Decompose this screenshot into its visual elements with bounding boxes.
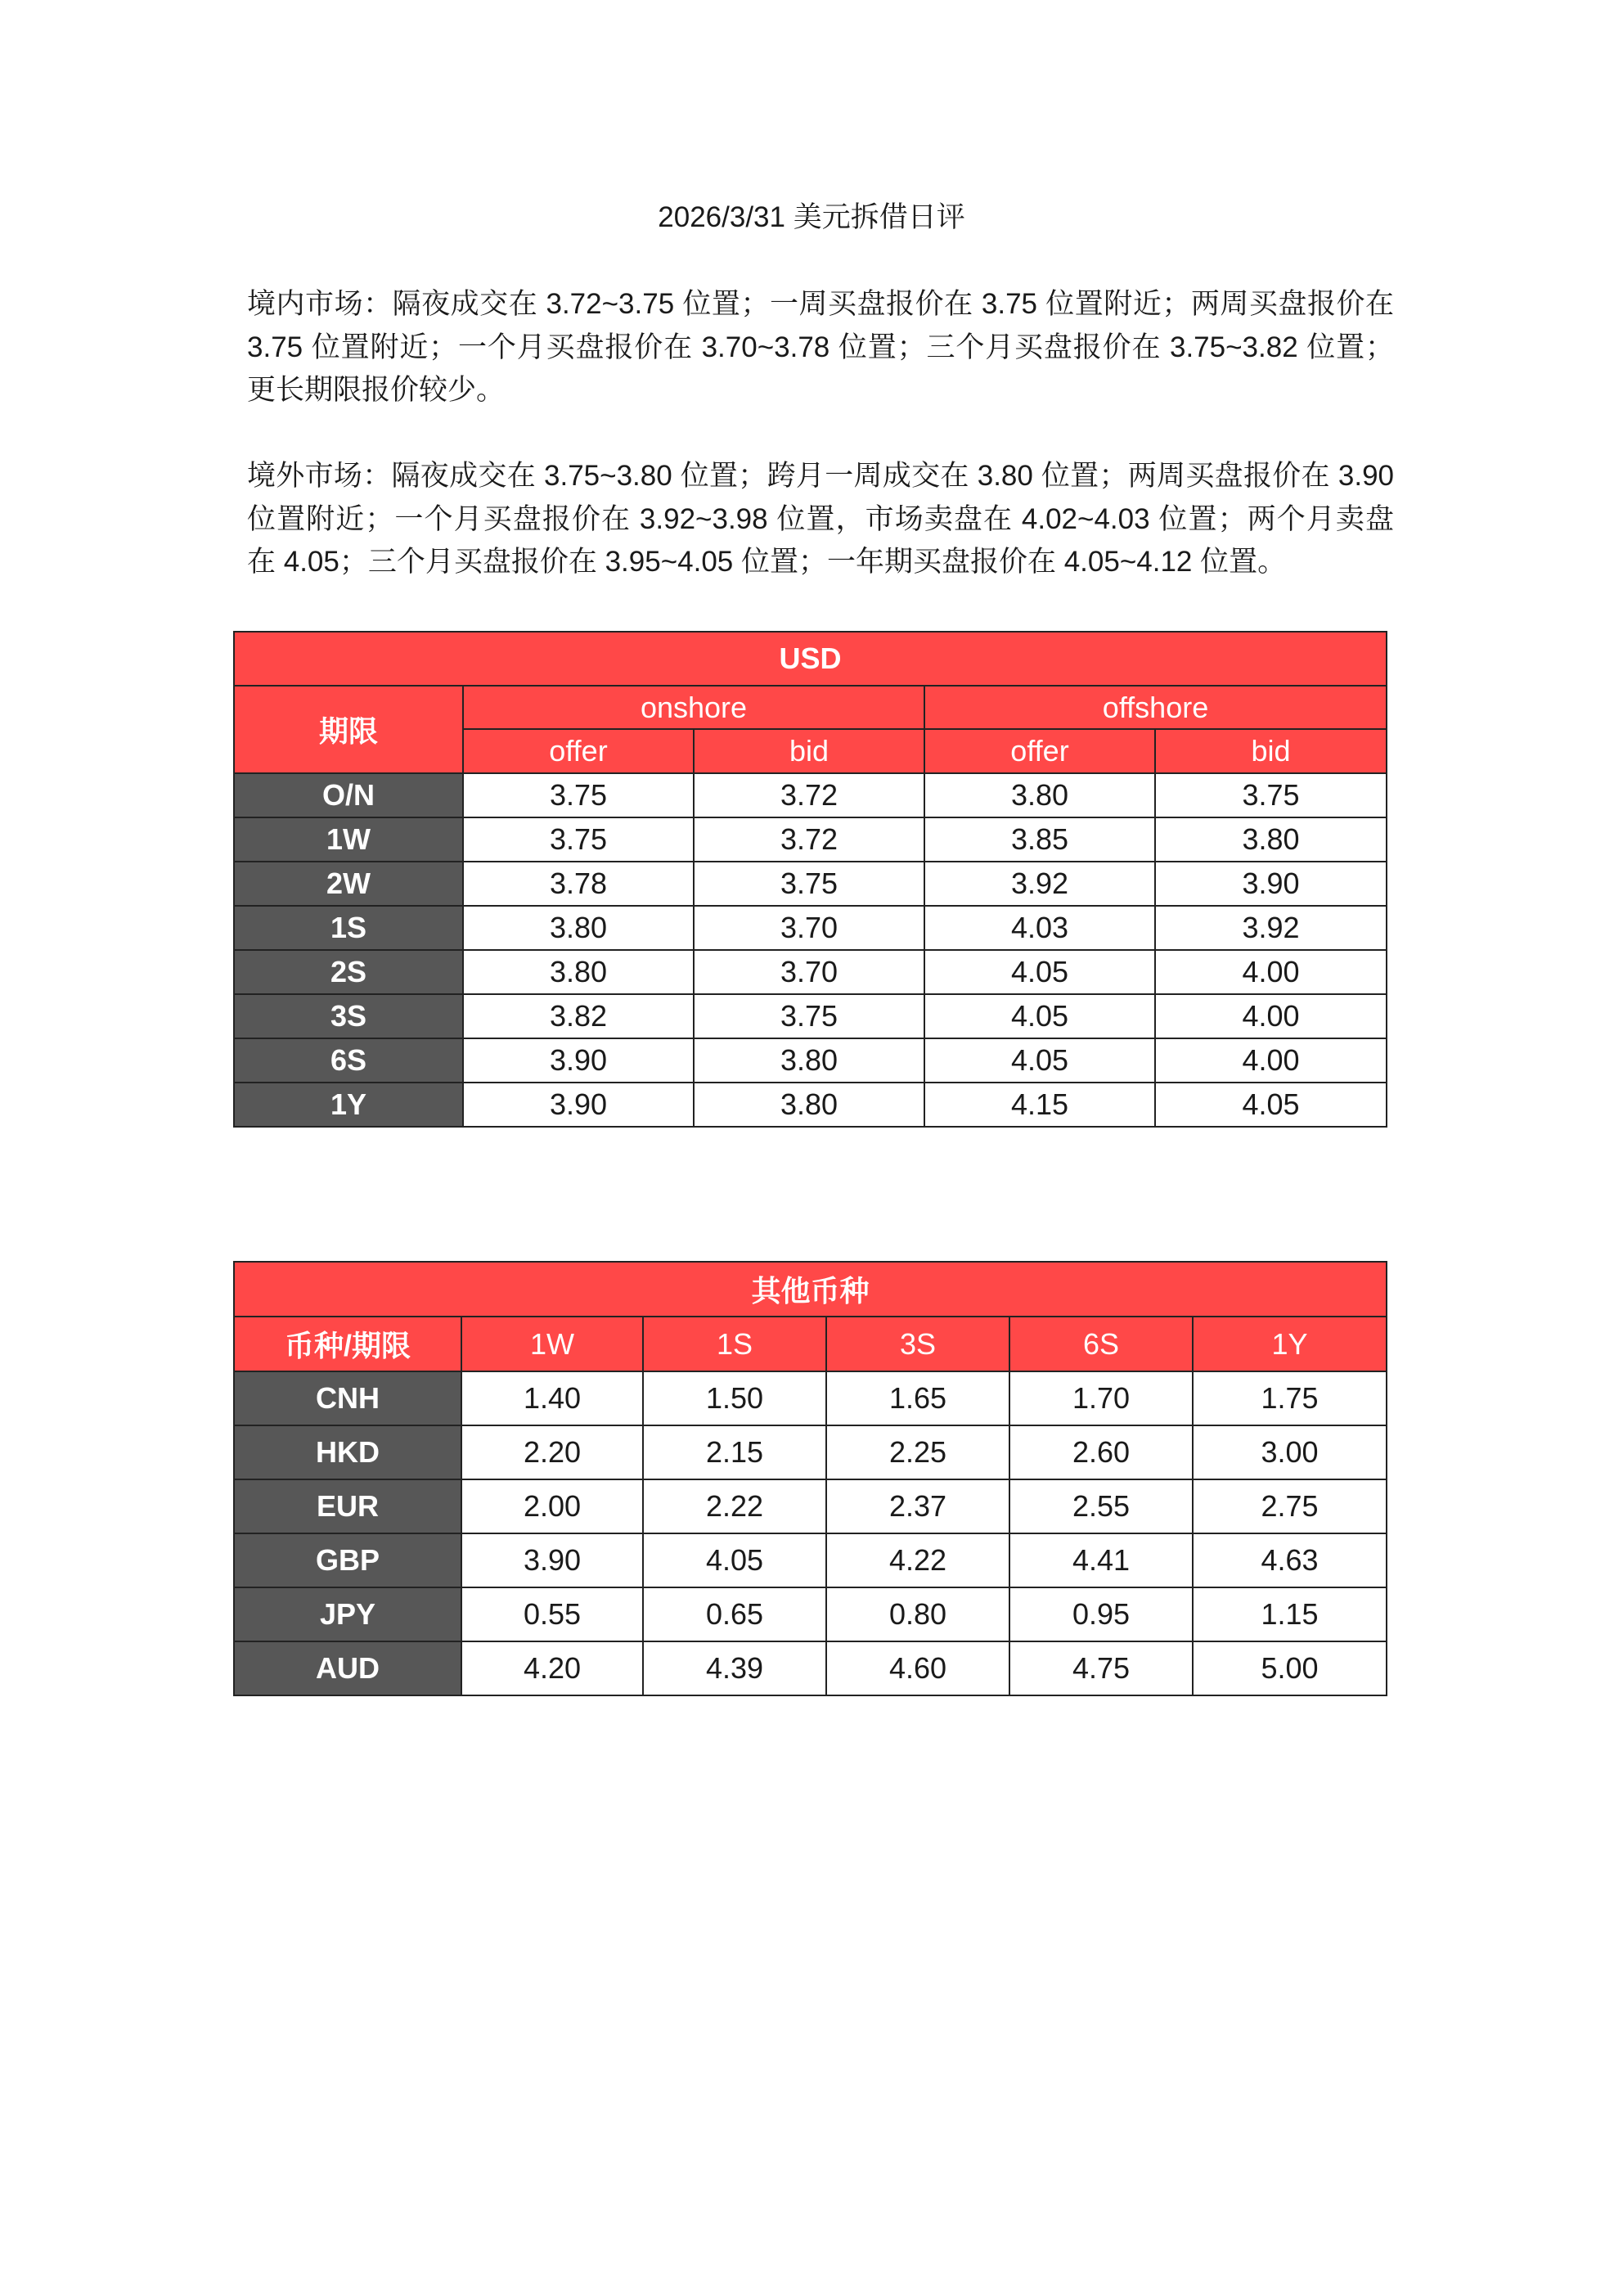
tenor-label: 1Y <box>234 1083 463 1127</box>
onshore-commentary: 境内市场：隔夜成交在 3.72~3.75 位置；一周买盘报价在 3.75 位置附近；两周买盘报价在 3.75 位置附近；一个月买盘报价在 3.70~3.78 位置；三个月买盘报价在 3.75~3.82 位置；更长期限报价较少。 <box>247 288 1394 406</box>
rate-cell: 1.65 <box>826 1371 1009 1425</box>
offshore-offer-cell: 4.03 <box>924 906 1155 950</box>
table-row <box>234 1533 1387 1587</box>
table-row <box>234 1587 1387 1641</box>
table-row <box>234 1425 1387 1479</box>
offshore-offer-cell: 3.85 <box>924 817 1155 862</box>
offshore-offer-cell: 4.05 <box>924 950 1155 994</box>
onshore-bid-cell: 3.70 <box>694 950 924 994</box>
tenor-header: 期限 <box>234 686 463 773</box>
offshore-bid-cell: 4.00 <box>1155 1038 1387 1083</box>
offshore-offer-cell: 3.80 <box>924 773 1155 817</box>
rate-cell: 1.75 <box>1193 1371 1387 1425</box>
rate-cell: 2.20 <box>461 1425 643 1479</box>
table-row <box>234 773 1387 817</box>
rate-cell: 0.80 <box>826 1587 1009 1641</box>
onshore-offer-cell: 3.82 <box>463 994 694 1038</box>
onshore-bid-cell: 3.70 <box>694 906 924 950</box>
tenor-label: 1S <box>234 906 463 950</box>
tenor-column-header: 1S <box>643 1317 826 1371</box>
rate-cell: 2.22 <box>643 1479 826 1533</box>
offshore-offer-header: offer <box>924 729 1155 773</box>
tenor-column-header: 1W <box>461 1317 643 1371</box>
tenor-column-header: 1Y <box>1193 1317 1387 1371</box>
rate-cell: 1.15 <box>1193 1587 1387 1641</box>
currency-label: JPY <box>234 1587 461 1641</box>
offshore-offer-cell: 3.92 <box>924 862 1155 906</box>
rate-cell: 0.55 <box>461 1587 643 1641</box>
rate-cell: 2.37 <box>826 1479 1009 1533</box>
table-row <box>234 1641 1387 1695</box>
table-row <box>234 906 1387 950</box>
offshore-bid-cell: 4.05 <box>1155 1083 1387 1127</box>
other-table-title: 其他币种 <box>234 1262 1387 1317</box>
rate-cell: 2.75 <box>1193 1479 1387 1533</box>
onshore-offer-cell: 3.75 <box>463 817 694 862</box>
rate-cell: 1.70 <box>1009 1371 1193 1425</box>
rate-cell: 4.22 <box>826 1533 1009 1587</box>
offshore-bid-cell: 3.90 <box>1155 862 1387 906</box>
rate-cell: 0.65 <box>643 1587 826 1641</box>
rate-cell: 1.40 <box>461 1371 643 1425</box>
rate-cell: 2.55 <box>1009 1479 1193 1533</box>
usd-rate-table <box>233 631 1387 1128</box>
rate-cell: 1.50 <box>643 1371 826 1425</box>
table-row <box>234 862 1387 906</box>
offshore-offer-cell: 4.05 <box>924 1038 1155 1083</box>
rate-cell: 5.00 <box>1193 1641 1387 1695</box>
tenor-label: 1W <box>234 817 463 862</box>
rate-cell: 4.39 <box>643 1641 826 1695</box>
offshore-bid-cell: 4.00 <box>1155 994 1387 1038</box>
offshore-offer-cell: 4.05 <box>924 994 1155 1038</box>
table-row <box>234 1371 1387 1425</box>
usd-table-title: USD <box>234 632 1387 686</box>
tenor-column-header: 6S <box>1009 1317 1193 1371</box>
onshore-offer-cell: 3.80 <box>463 906 694 950</box>
table-row <box>234 817 1387 862</box>
onshore-offer-cell: 3.80 <box>463 950 694 994</box>
offshore-bid-cell: 3.75 <box>1155 773 1387 817</box>
tenor-label: 2S <box>234 950 463 994</box>
onshore-bid-cell: 3.75 <box>694 994 924 1038</box>
page-title: 2026/3/31 美元拆借日评 <box>658 201 965 233</box>
tenor-label: O/N <box>234 773 463 817</box>
offshore-header: offshore <box>924 686 1387 729</box>
tenor-label: 6S <box>234 1038 463 1083</box>
offshore-bid-cell: 3.92 <box>1155 906 1387 950</box>
rate-cell: 4.05 <box>643 1533 826 1587</box>
onshore-bid-header: bid <box>694 729 924 773</box>
offshore-bid-cell: 3.80 <box>1155 817 1387 862</box>
onshore-offer-header: offer <box>463 729 694 773</box>
rate-cell: 2.25 <box>826 1425 1009 1479</box>
tenor-column-header: 3S <box>826 1317 1009 1371</box>
onshore-header: onshore <box>463 686 924 729</box>
currency-label: GBP <box>234 1533 461 1587</box>
rate-cell: 3.90 <box>461 1533 643 1587</box>
table-row <box>234 950 1387 994</box>
rate-cell: 2.60 <box>1009 1425 1193 1479</box>
rate-cell: 4.75 <box>1009 1641 1193 1695</box>
onshore-bid-cell: 3.72 <box>694 817 924 862</box>
currency-label: HKD <box>234 1425 461 1479</box>
onshore-offer-cell: 3.78 <box>463 862 694 906</box>
onshore-bid-cell: 3.72 <box>694 773 924 817</box>
rate-cell: 4.20 <box>461 1641 643 1695</box>
tenor-label: 2W <box>234 862 463 906</box>
currency-label: AUD <box>234 1641 461 1695</box>
rate-cell: 4.41 <box>1009 1533 1193 1587</box>
offshore-commentary: 境外市场：隔夜成交在 3.75~3.80 位置；跨月一周成交在 3.80 位置；两周买盘报价在 3.90 位置附近；一个月买盘报价在 3.92~3.98 位置，市场卖盘在 4.02~4.03 位置；两个月卖盘在 4.05；三个月买盘报价在 3.95~4.05 位置；一年期买盘报价在 4.05~4.12 位置。 <box>247 460 1394 578</box>
currency-label: EUR <box>234 1479 461 1533</box>
currency-tenor-header: 币种/期限 <box>234 1317 461 1371</box>
offshore-offer-cell: 4.15 <box>924 1083 1155 1127</box>
rate-cell: 4.63 <box>1193 1533 1387 1587</box>
onshore-offer-cell: 3.90 <box>463 1083 694 1127</box>
rate-cell: 2.00 <box>461 1479 643 1533</box>
currency-label: CNH <box>234 1371 461 1425</box>
offshore-bid-header: bid <box>1155 729 1387 773</box>
table-row <box>234 1083 1387 1127</box>
table-row <box>234 1479 1387 1533</box>
rate-cell: 2.15 <box>643 1425 826 1479</box>
onshore-bid-cell: 3.75 <box>694 862 924 906</box>
tenor-label: 3S <box>234 994 463 1038</box>
onshore-offer-cell: 3.75 <box>463 773 694 817</box>
onshore-bid-cell: 3.80 <box>694 1083 924 1127</box>
rate-cell: 0.95 <box>1009 1587 1193 1641</box>
table-row <box>234 994 1387 1038</box>
offshore-bid-cell: 4.00 <box>1155 950 1387 994</box>
rate-cell: 3.00 <box>1193 1425 1387 1479</box>
onshore-bid-cell: 3.80 <box>694 1038 924 1083</box>
onshore-offer-cell: 3.90 <box>463 1038 694 1083</box>
rate-cell: 4.60 <box>826 1641 1009 1695</box>
other-currencies-table <box>233 1261 1387 1696</box>
table-row <box>234 1038 1387 1083</box>
